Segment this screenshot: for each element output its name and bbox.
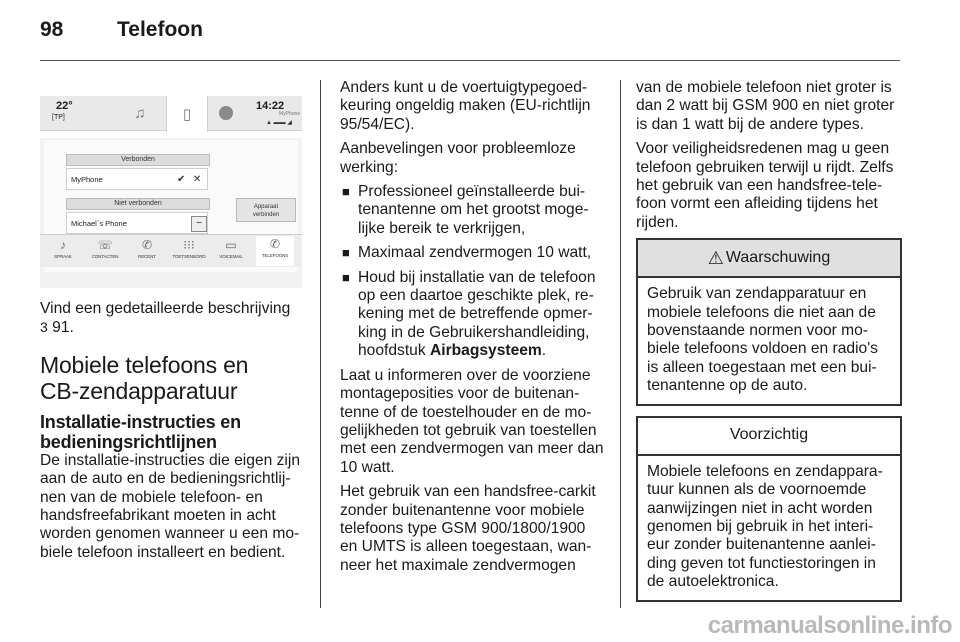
handsfree-paragraph: Het gebruik van een handsfree-carkit zonder buitenantenne voor mobiele telefoons type GSM 900/1800/1900 en UMTS is alleen toegestaan, wan-neer het maximale zendvermogen (340, 483, 596, 574)
installation-paragraph: De installatie-instructies die eigen zijn aan de auto en de bedieningsrichtlij-nen van de mobiele telefoon- en handsfreefabrikant moeten in acht worden genomen wanneer u een mo-biele telefoon installeert en bedient. (40, 451, 301, 561)
chapter-title: Telefoon (117, 18, 203, 41)
section-title-line1: Mobiele telefoons en (40, 351, 249, 378)
bottom-item-recent (128, 237, 166, 261)
header-rule (40, 60, 900, 61)
phone-icon: ▯ (182, 106, 192, 123)
list-item-text: Professioneel geïnstalleerde bui-tenantenne om het grootst moge-lijke bereik te verkrijgen, (358, 183, 589, 237)
bullet-icon: ■ (342, 245, 350, 261)
infotainment-screenshot (40, 78, 302, 288)
page-number: 98 (40, 18, 64, 41)
column-3 (636, 79, 902, 610)
caution-box (636, 416, 902, 602)
list-item (340, 244, 605, 262)
safety-paragraph: Voor veiligheidsredenen mag u geen telefoon gebruiken terwijl u rijdt. Zelfs het gebruik van een handsfree-tele-foon vormt een afleiding tijdens het rijden. (636, 140, 894, 231)
reference-text: Vind een gedetailleerde beschrijving (40, 300, 291, 317)
connect-button-line2: verbinden (252, 212, 280, 218)
type-approval-paragraph: Anders kunt u de voertuigtypegoed-keuring ongeldig maken (EU-richtlijn 95/54/EC). (340, 79, 591, 133)
power-limit-paragraph: van de mobiele telefoon niet groter is dan 2 watt bij GSM 900 en niet groter is dan 1 watt bij de andere types. (636, 79, 895, 133)
bottom-label: TELEFOONS (261, 253, 289, 258)
page-ref-arrow-icon: 3 (40, 319, 48, 336)
recent-calls-icon: ✆ (141, 238, 153, 252)
mounting-paragraph: Laat u informeren over de voorziene montageposities voor de buitenan-tenne of de toestelhouder en de mo-gelijkheden tot gebruik van toestellen met een zendvermogen van meer dan 10 watt. (340, 366, 604, 476)
bullet-icon: ■ (342, 269, 350, 285)
reference-paragraph (40, 300, 302, 338)
warning-title: Waarschuwing (725, 249, 831, 267)
list-item-text: Houd bij installatie van de telefoon op een daartoe geschikte plek, re-kening met de betreffende opmer-king in de Gebruikershandleiding, hoofdstuk (358, 268, 596, 360)
caution-header (638, 418, 900, 456)
airbag-reference: Airbagsysteem (429, 342, 542, 360)
subsection-title-line2: bedieningsrichtlijnen (40, 431, 217, 452)
recommendations-list (340, 183, 605, 361)
recommendations-intro: Aanbevelingen voor probleemloze werking: (340, 140, 576, 176)
voicemail-icon: ▭ (225, 238, 237, 252)
screen-bottom-bar (40, 234, 302, 267)
bottom-item-voice (44, 237, 82, 261)
warning-icon: ⚠ (707, 248, 724, 269)
list-item-end: . (541, 342, 547, 360)
phones-icon: ✆ (269, 237, 281, 251)
warning-header (638, 240, 900, 278)
close-icon: ✕ (193, 174, 202, 185)
watermark: carmanualsonline.info (707, 612, 952, 639)
other-device-row (66, 212, 208, 234)
column-1 (40, 300, 302, 568)
bottom-label: VOICEMAIL (219, 254, 243, 259)
tab-phone (166, 96, 208, 132)
bottom-item-voicemail (212, 237, 250, 261)
connect-device-button (236, 198, 296, 222)
column-divider-1 (320, 80, 321, 608)
bullet-icon: ■ (342, 184, 350, 200)
voice-icon: ♪ (60, 238, 66, 252)
bottom-label: SPRAAK (54, 254, 72, 259)
temperature-readout: 22° (56, 100, 73, 112)
page-header (40, 14, 900, 46)
bottom-label: CONTACTEN (91, 254, 119, 259)
list-item (340, 183, 605, 238)
other-device-name: Michael´s Phone (71, 219, 127, 228)
tab-audio (120, 96, 160, 130)
tp-indicator: [TP] (52, 114, 65, 121)
not-connected-header: Niet verbonden (66, 198, 210, 210)
music-note-icon: ♫ (134, 104, 146, 122)
keypad-icon: ⁝⁝⁝ (183, 238, 195, 252)
list-item (340, 269, 605, 361)
minus-icon: − (191, 216, 207, 232)
warning-body: Gebruik van zendapparatuur en mobiele telefoons die niet aan de bovenstaande normen voor mo-biele telefoons voldoen en radio's is alleen toegestaan met een bui-tenantenne op de auto. (647, 285, 878, 395)
bottom-item-contacts (86, 237, 124, 261)
connect-button-line1: Apparaat (253, 204, 279, 210)
section-title-line2: CB-zendapparatuur (40, 377, 238, 404)
reference-page[interactable]: 91. (52, 319, 74, 337)
clock-readout: 14:22 (256, 100, 285, 112)
warning-box (636, 238, 902, 405)
bottom-label: TOETSENBORD (172, 254, 206, 259)
check-icon: ✔ (177, 174, 186, 185)
column-2 (340, 79, 605, 581)
caution-title: Voorzichtig (729, 426, 809, 444)
caution-body: Mobiele telefoons en zendappara-tuur kunnen als de voornoemde aanwijzingen niet in acht worden genomen bij gebruik in het interi-eur zonder buitenantenne aanlei-ding geven tot functiestoringen in de autoelektronica. (647, 462, 883, 591)
bottom-item-phones (256, 236, 294, 266)
bottom-item-keypad (170, 237, 208, 261)
app-icon (219, 106, 233, 120)
list-item-text: Maximaal zendvermogen 10 watt, (358, 244, 592, 262)
connected-device-row (66, 168, 208, 190)
section-title (40, 352, 302, 404)
tab-apps (206, 96, 246, 130)
bottom-label: RECENT (138, 254, 156, 259)
signal-battery-icon: ▲ ▬▬ ◢ (266, 120, 292, 126)
subsection-title-line1: Installatie-instructies en (40, 411, 241, 432)
subsection-title (40, 412, 302, 452)
connected-device-name: MyPhone (71, 175, 103, 184)
contacts-icon: ☏ (97, 238, 113, 252)
status-phone-name: MyPhone (279, 111, 301, 117)
column-divider-2 (620, 80, 621, 608)
connected-header: Verbonden (66, 154, 210, 166)
